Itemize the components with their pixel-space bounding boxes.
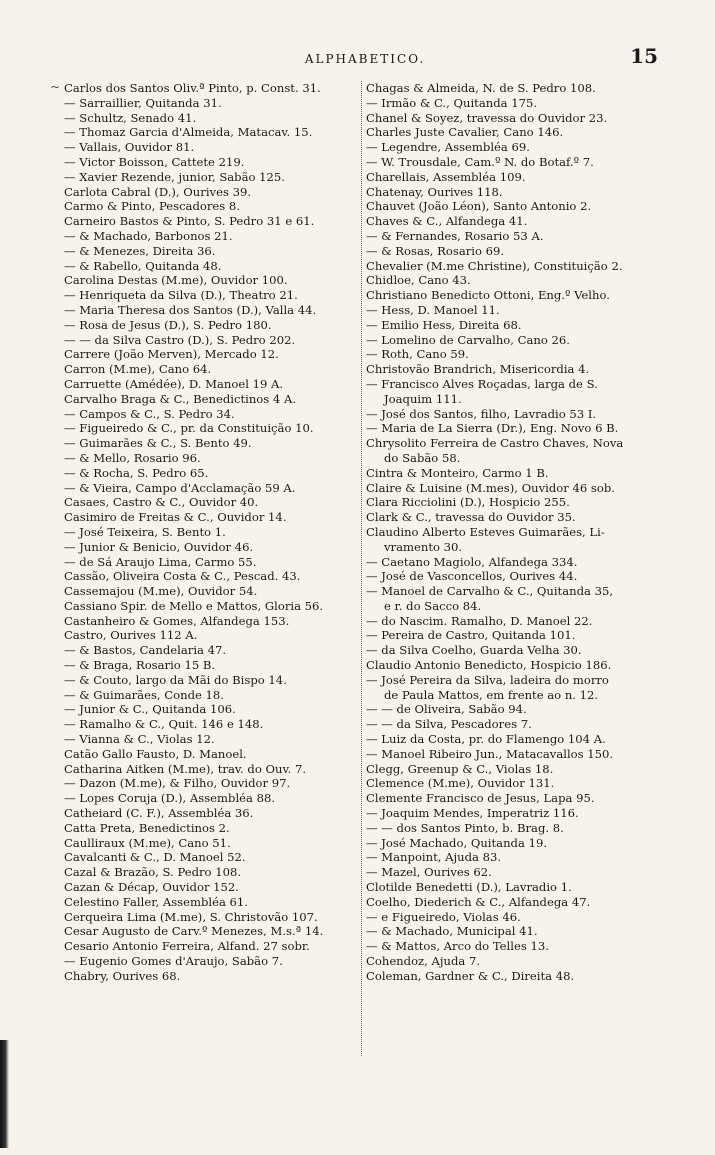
directory-entry: — Pereira de Castro, Quitanda 101.	[366, 628, 576, 643]
directory-entry: — Francisco Alves Roçadas, larga de S.	[366, 376, 598, 391]
directory-entry: — José Teixeira, S. Bento 1.	[64, 524, 226, 539]
directory-entry: Chevalier (M.me Christine), Constituição 2.	[366, 258, 623, 273]
directory-entry: e r. do Sacco 84.	[384, 598, 482, 613]
directory-entry: — e Figueiredo, Violas 46.	[366, 909, 521, 924]
directory-entry: Cassão, Oliveira Costa & C., Pescad. 43.	[64, 569, 301, 584]
directory-entry: — & Braga, Rosario 15 B.	[64, 658, 216, 673]
directory-entry: — Sarraillier, Quitanda 31.	[64, 95, 222, 110]
directory-entry: Clemence (M.me), Ouvidor 131.	[366, 776, 555, 791]
directory-entry: — Campos & C., S. Pedro 34.	[64, 406, 235, 421]
directory-entry: — — de Oliveira, Sabão 94.	[366, 702, 527, 717]
directory-entry: — Junior & C., Quitanda 106.	[64, 702, 236, 717]
binding-edge	[0, 1040, 9, 1148]
directory-entry: Cavalcanti & C., D. Manoel 52.	[64, 850, 246, 865]
directory-entry: — Emilio Hess, Direita 68.	[366, 317, 522, 332]
directory-entry: — Xavier Rezende, junior, Sabão 125.	[64, 169, 285, 184]
directory-entry: — José Pereira da Silva, ladeira do morro	[366, 672, 609, 687]
directory-entry: — Henriqueta da Silva (D.), Theatro 21.	[64, 288, 298, 303]
directory-entry: — Schultz, Senado 41.	[64, 110, 197, 125]
directory-entry: Cassemajou (M.me), Ouvidor 54.	[64, 584, 258, 599]
directory-entry: Chidloe, Cano 43.	[366, 273, 471, 288]
directory-entry: Carruette (Amédée), D. Manoel 19 A.	[64, 376, 284, 391]
directory-entry: Clara Ricciolini (D.), Hospicio 255.	[366, 495, 570, 510]
directory-entry: — Joaquim Mendes, Imperatriz 116.	[366, 806, 579, 821]
directory-entry: Coleman, Gardner & C., Direita 48.	[366, 968, 575, 983]
directory-entry: — & Machado, Municipal 41.	[366, 924, 538, 939]
directory-entry: — Lomelino de Carvalho, Cano 26.	[366, 332, 570, 347]
directory-entry: Claudino Alberto Esteves Guimarães, Li-	[366, 524, 605, 539]
directory-entry: Catão Gallo Fausto, D. Manoel.	[64, 746, 247, 761]
directory-entry: Casaes, Castro & C., Ouvidor 40.	[64, 495, 259, 510]
directory-entry: — Mazel, Ourives 62.	[366, 865, 492, 880]
directory-entry: — Rosa de Jesus (D.), S. Pedro 180.	[64, 317, 272, 332]
directory-entry: — & Menezes, Direita 36.	[64, 243, 216, 258]
directory-entry: Casimiro de Freitas & C., Ouvidor 14.	[64, 510, 287, 525]
directory-entry: Chanel & Soyez, travessa do Ouvidor 23.	[366, 110, 608, 125]
directory-entry: — & Rocha, S. Pedro 65.	[64, 465, 209, 480]
right-column	[366, 81, 662, 984]
directory-entry: — Manpoint, Ajuda 83.	[366, 850, 502, 865]
directory-entry: Claire & Luisine (M.mes), Ouvidor 46 sob.	[366, 480, 615, 495]
directory-entry: — Roth, Cano 59.	[366, 347, 469, 362]
directory-entry: Carvalho Braga & C., Benedictinos 4 A.	[64, 391, 297, 406]
directory-entry: — Maria Theresa dos Santos (D.), Valla 44.	[64, 302, 317, 317]
directory-entry: Chauvet (João Léon), Santo Antonio 2.	[366, 199, 592, 214]
directory-entry: — Vianna & C., Violas 12.	[64, 732, 215, 747]
directory-entry: Carolina Destas (M.me), Ouvidor 100.	[64, 273, 288, 288]
directory-entry: — & Machado, Barbonos 21.	[64, 228, 233, 243]
directory-entry: — Legendre, Assembléa 69.	[366, 140, 530, 155]
directory-entry: Coelho, Diederich & C., Alfandega 47.	[366, 894, 591, 909]
directory-entry: Cazan & Décap, Ouvidor 152.	[64, 880, 239, 895]
directory-entry: Carron (M.me), Cano 64.	[64, 362, 212, 377]
directory-entry: — Victor Boisson, Cattete 219.	[64, 154, 245, 169]
directory-entry: — José de Vasconcellos, Ourives 44.	[366, 569, 578, 584]
directory-entry: Clegg, Greenup & C., Violas 18.	[366, 761, 554, 776]
directory-entry: — Manoel Ribeiro Jun., Matacavallos 150.	[366, 746, 614, 761]
page-number: 15	[630, 44, 658, 68]
directory-entry: — Manoel de Carvalho & C., Quitanda 35,	[366, 584, 614, 599]
page-header	[70, 44, 660, 72]
directory-entry: Cerqueira Lima (M.me), S. Christovão 107.	[64, 909, 318, 924]
directory-entry: Chagas & Almeida, N. de S. Pedro 108.	[366, 81, 596, 95]
directory-entry: — Irmão & C., Quitanda 175.	[366, 95, 538, 110]
directory-entry: — Figueiredo & C., pr. da Constituição 10.	[64, 421, 314, 436]
directory-entry: do Sabão 58.	[384, 450, 461, 465]
directory-entry: Catta Preta, Benedictinos 2.	[64, 820, 230, 835]
directory-entry: — & Fernandes, Rosario 53 A.	[366, 228, 544, 243]
directory-entry: — & Mello, Rosario 96.	[64, 450, 201, 465]
directory-entry: Chaves & C., Alfandega 41.	[366, 214, 528, 229]
running-title: ALPHABETICO.	[304, 52, 426, 66]
directory-entry: Carlota Cabral (D.), Ourives 39.	[64, 184, 252, 199]
directory-entry: Carrere (João Merven), Mercado 12.	[64, 347, 279, 362]
margin-mark: ~	[50, 80, 61, 94]
directory-entry: Charellais, Assembléa 109.	[366, 169, 526, 184]
column-divider	[361, 81, 362, 1056]
directory-entry: de Paula Mattos, em frente ao n. 12.	[384, 687, 599, 702]
directory-entry: — Junior & Benicio, Ouvidor 46.	[64, 539, 254, 554]
directory-entry: — W. Trousdale, Cam.º N. do Botaf.º 7.	[366, 154, 594, 169]
directory-entry: Chabry, Ourives 68.	[64, 968, 181, 983]
directory-entry: vramento 30.	[384, 539, 463, 554]
directory-entry: Charles Juste Cavalier, Cano 146.	[366, 125, 564, 140]
directory-entry: Clark & C., travessa do Ouvidor 35.	[366, 510, 576, 525]
directory-entry: Cassiano Spir. de Mello e Mattos, Gloria 56.	[64, 598, 324, 613]
directory-entry: — & Bastos, Candelaria 47.	[64, 643, 227, 658]
directory-entry: — Dazon (M.me), & Filho, Ouvidor 97.	[64, 776, 291, 791]
directory-entry: Claudio Antonio Benedicto, Hospicio 186.	[366, 658, 612, 673]
directory-entry: Cesar Augusto de Carv.º Menezes, M.s.ª 14.	[64, 924, 324, 939]
directory-entry: Castro, Ourives 112 A.	[64, 628, 198, 643]
directory-entry: — José dos Santos, filho, Lavradio 53 I.	[366, 406, 597, 421]
directory-entry: Cintra & Monteiro, Carmo 1 B.	[366, 465, 549, 480]
directory-entry: Catheiard (C. F.), Assembléa 36.	[64, 806, 254, 821]
directory-entry: — de Sá Araujo Lima, Carmo 55.	[64, 554, 257, 569]
directory-entry: — — da Silva, Pescadores 7.	[366, 717, 532, 732]
directory-entry: — — dos Santos Pinto, b. Brag. 8.	[366, 820, 564, 835]
directory-entry: Joaquim 111.	[384, 391, 462, 406]
directory-entry: Christiano Benedicto Ottoni, Eng.º Velho.	[366, 288, 610, 303]
directory-entry: — Caetano Magiolo, Alfandega 334.	[366, 554, 578, 569]
directory-entry: Carlos dos Santos Oliv.ª Pinto, p. Const. 31.	[64, 81, 321, 95]
directory-entry: — Luiz da Costa, pr. do Flamengo 104 A.	[366, 732, 606, 747]
left-column	[64, 81, 360, 984]
directory-columns	[64, 81, 668, 1111]
directory-entry: Celestino Faller, Assembléa 61.	[64, 894, 248, 909]
directory-entry: — José Machado, Quitanda 19.	[366, 835, 548, 850]
directory-entry: Chatenay, Ourives 118.	[366, 184, 503, 199]
directory-entry: — do Nascim. Ramalho, D. Manoel 22.	[366, 613, 593, 628]
directory-entry: Clotilde Benedetti (D.), Lavradio 1.	[366, 880, 572, 895]
directory-entry: Castanheiro & Gomes, Alfandega 153.	[64, 613, 290, 628]
directory-entry: Cohendoz, Ajuda 7.	[366, 954, 481, 969]
directory-entry: Caulliraux (M.me), Cano 51.	[64, 835, 231, 850]
directory-entry: Chrysolito Ferreira de Castro Chaves, Nova	[366, 436, 624, 451]
directory-entry: — Ramalho & C., Quit. 146 e 148.	[64, 717, 264, 732]
directory-entry: — & Rosas, Rosario 69.	[366, 243, 505, 258]
directory-entry: — & Mattos, Arco do Telles 13.	[366, 939, 549, 954]
directory-entry: Carneiro Bastos & Pinto, S. Pedro 31 e 61.	[64, 214, 315, 229]
directory-entry: — da Silva Coelho, Guarda Velha 30.	[366, 643, 582, 658]
directory-entry: — Lopes Coruja (D.), Assembléa 88.	[64, 791, 276, 806]
directory-entry: — Guimarães & C., S. Bento 49.	[64, 436, 252, 451]
directory-entry: Cesario Antonio Ferreira, Alfand. 27 sobr.	[64, 939, 310, 954]
directory-entry: — & Couto, largo da Mãi do Bispo 14.	[64, 672, 287, 687]
directory-entry: Cazal & Brazão, S. Pedro 108.	[64, 865, 242, 880]
directory-entry: Clemente Francisco de Jesus, Lapa 95.	[366, 791, 595, 806]
directory-entry: — & Vieira, Campo d'Acclamação 59 A.	[64, 480, 296, 495]
directory-entry: — Vallais, Ouvidor 81.	[64, 140, 195, 155]
directory-entry: — Hess, D. Manoel 11.	[366, 302, 500, 317]
directory-entry: Carmo & Pinto, Pescadores 8.	[64, 199, 240, 214]
directory-entry: — Eugenio Gomes d'Araujo, Sabão 7.	[64, 954, 283, 969]
directory-entry: Christovão Brandrich, Misericordia 4.	[366, 362, 590, 377]
directory-entry: — Thomaz Garcia d'Almeida, Matacav. 15.	[64, 125, 313, 140]
directory-entry: — & Rabello, Quitanda 48.	[64, 258, 222, 273]
directory-entry: — & Guimarães, Conde 18.	[64, 687, 224, 702]
directory-entry: Catharina Aitken (M.me), trav. do Ouv. 7.	[64, 761, 307, 776]
directory-entry: — — da Silva Castro (D.), S. Pedro 202.	[64, 332, 296, 347]
directory-entry: — Maria de La Sierra (Dr.), Eng. Novo 6 B.	[366, 421, 619, 436]
